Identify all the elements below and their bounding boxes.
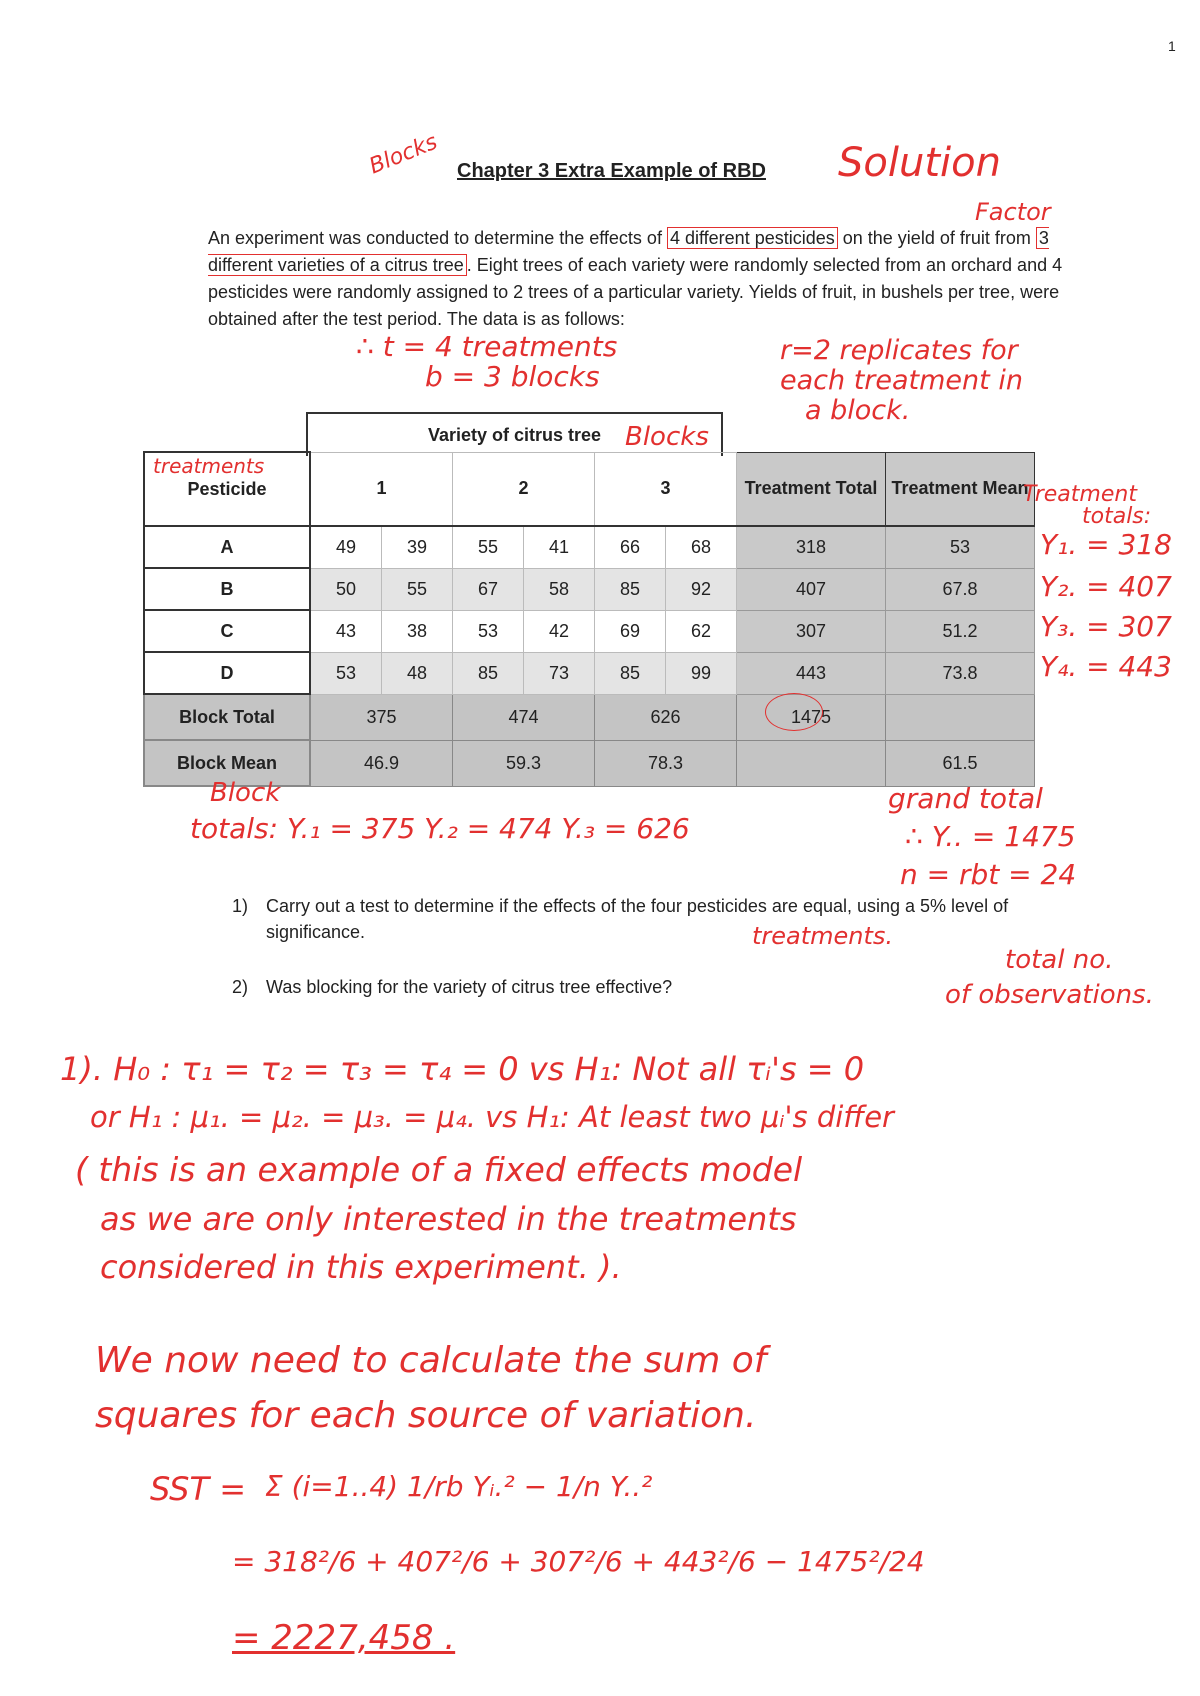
block-totals-annotation-2: totals: Y.₁ = 375 Y.₂ = 474 Y.₃ = 626 <box>190 812 690 845</box>
row-label: B <box>144 568 310 610</box>
sst-formula: Σ (i=1..4) 1/rb Yᵢ.² − 1/n Y..² <box>265 1470 653 1503</box>
table-cell: 69 <box>595 610 666 652</box>
r-annotation-3: a block. <box>805 395 911 426</box>
hypothesis-line-2: or H₁ : μ₁. = μ₂. = μ₃. = μ₄. vs H₁: At least two μᵢ's differ <box>90 1100 894 1134</box>
intro-text-4: . Eight trees of each variety were randomly selected from an orchard and 4 pesticides were randomly assigned to 2 trees of a particular variety. Yields of fruit, in bushels per tree, were obtained after the test period. The data is as follows: <box>208 255 1063 329</box>
grand-total-annotation-2: ∴ Y.. = 1475 <box>905 820 1076 853</box>
grand-mean: 61.5 <box>886 740 1035 786</box>
table-cell: 85 <box>595 652 666 694</box>
b-annotation: b = 3 blocks <box>425 360 600 393</box>
treatments-annotation: treatments <box>153 454 265 478</box>
empty-cell <box>886 694 1035 740</box>
r-annotation-1: r=2 replicates for <box>780 335 1018 366</box>
treatment-total: 407 <box>737 568 886 610</box>
block-total: 375 <box>310 694 453 740</box>
table-row <box>144 652 1035 694</box>
sum-squares-line-1: We now need to calculate the sum of <box>95 1340 767 1381</box>
total-obs-annotation-2: of observations. <box>945 980 1154 1010</box>
treatment-mean: 67.8 <box>886 568 1035 610</box>
pesticide-header: Pesticide <box>144 452 310 526</box>
variety-header: Variety of citrus tree <box>306 412 723 456</box>
table-cell: 92 <box>666 568 737 610</box>
table-cell: 48 <box>382 652 453 694</box>
fixed-effects-line-1: ( this is an example of a fixed effects model <box>75 1150 803 1189</box>
blocks-annotation-table: Blocks <box>625 422 709 452</box>
table-cell: 55 <box>453 526 524 568</box>
treatment-totals-annotation-2: totals: <box>1082 504 1152 529</box>
intro-text-2: was conducted to determine the effects of <box>329 228 662 248</box>
intro-paragraph <box>208 225 1068 333</box>
block-mean: 46.9 <box>310 740 453 786</box>
treatment-mean: 53 <box>886 526 1035 568</box>
row-label: C <box>144 610 310 652</box>
table-cell: 43 <box>310 610 382 652</box>
treatment-mean-header: Treatment Mean <box>886 452 1035 526</box>
treatments-under-annotation: treatments. <box>752 922 894 950</box>
grand-total-annotation-3: n = rbt = 24 <box>900 858 1077 891</box>
table-cell: 67 <box>453 568 524 610</box>
block-total: 626 <box>595 694 737 740</box>
question-text: Was blocking for the variety of citrus tree effective? <box>266 977 673 997</box>
grand-total-circle <box>765 693 823 731</box>
table-cell: 85 <box>453 652 524 694</box>
total-obs-annotation-1: total no. <box>1005 945 1114 975</box>
solution-annotation: Solution <box>838 140 1001 186</box>
table-cell: 73 <box>524 652 595 694</box>
r-annotation-2: each treatment in <box>780 365 1023 396</box>
table-cell: 50 <box>310 568 382 610</box>
table-cell: 66 <box>595 526 666 568</box>
row-label: A <box>144 526 310 568</box>
variety-label: 2 <box>453 452 595 526</box>
sst-label: SST = <box>150 1470 247 1508</box>
block-totals-annotation-1: Block <box>210 778 281 808</box>
table-header-row <box>144 452 1035 526</box>
block-mean: 59.3 <box>453 740 595 786</box>
treatment-total-y3: Y₃. = 307 <box>1040 610 1172 643</box>
treatment-total: 443 <box>737 652 886 694</box>
table-cell: 68 <box>666 526 737 568</box>
treatment-mean: 73.8 <box>886 652 1035 694</box>
sum-squares-line-2: squares for each source of variation. <box>95 1395 757 1436</box>
grand-total: 1475 <box>737 694 886 740</box>
table-cell: 42 <box>524 610 595 652</box>
grand-total-annotation-1: grand total <box>888 782 1043 815</box>
hypothesis-line-1: 1). H₀ : τ₁ = τ₂ = τ₃ = τ₄ = 0 vs H₁: Not all τᵢ's = 0 <box>60 1050 865 1088</box>
treatment-total: 318 <box>737 526 886 568</box>
factor-annotation: Factor <box>975 198 1051 226</box>
table-cell: 62 <box>666 610 737 652</box>
treatment-total-header: Treatment Total <box>737 452 886 526</box>
page-title: Chapter 3 Extra Example of RBD <box>457 160 766 182</box>
empty-cell <box>737 740 886 786</box>
block-mean: 78.3 <box>595 740 737 786</box>
treatment-total: 307 <box>737 610 886 652</box>
treatment-total-y1: Y₁. = 318 <box>1040 528 1172 561</box>
variety-label: 1 <box>310 452 453 526</box>
table-row <box>144 610 1035 652</box>
table-cell: 58 <box>524 568 595 610</box>
page-number: 1 <box>1168 38 1176 54</box>
block-total-label: Block Total <box>144 694 310 740</box>
data-table <box>143 451 1035 787</box>
table-cell: 38 <box>382 610 453 652</box>
block-mean-label: Block Mean <box>144 740 310 786</box>
question-2 <box>232 974 673 1000</box>
block-total-row <box>144 694 1035 740</box>
question-number: 1) <box>232 896 249 916</box>
table-cell: 55 <box>382 568 453 610</box>
treatment-mean: 51.2 <box>886 610 1035 652</box>
fixed-effects-line-3: considered in this experiment. ). <box>100 1248 622 1286</box>
treatment-total-y2: Y₂. = 407 <box>1040 570 1172 603</box>
t-annotation: ∴ t = 4 treatments <box>356 330 618 363</box>
intro-text-1: An experiment <box>208 228 325 248</box>
boxed-pesticides: 4 different pesticides <box>667 227 838 249</box>
boxed-varieties: 3 different varieties of a citrus tree <box>208 228 1049 275</box>
table-cell: 85 <box>595 568 666 610</box>
fixed-effects-line-2: as we are only interested in the treatments <box>100 1200 797 1238</box>
table-cell: 99 <box>666 652 737 694</box>
treatment-totals-annotation-1: Treatment <box>1023 482 1137 507</box>
question-text: Carry out a test to determine if the effects of the four pesticides are equal, using a 5% level of significance. <box>266 896 1009 942</box>
table-cell: 41 <box>524 526 595 568</box>
variety-label: 3 <box>595 452 737 526</box>
question-number: 2) <box>232 977 249 997</box>
sst-result: = 2227,458 . <box>232 1618 456 1658</box>
block-total: 474 <box>453 694 595 740</box>
sst-expansion: = 318²/6 + 407²/6 + 307²/6 + 443²/6 − 1475²/24 <box>232 1545 925 1578</box>
intro-text-3: on the yield of fruit from <box>842 228 1031 248</box>
table-cell: 53 <box>310 652 382 694</box>
table-row <box>144 568 1035 610</box>
table-cell: 49 <box>310 526 382 568</box>
treatment-total-y4: Y₄. = 443 <box>1040 650 1172 683</box>
table-cell: 53 <box>453 610 524 652</box>
row-label: D <box>144 652 310 694</box>
table-row <box>144 526 1035 568</box>
table-cell: 39 <box>382 526 453 568</box>
blocks-annotation-top: Blocks <box>365 129 442 180</box>
